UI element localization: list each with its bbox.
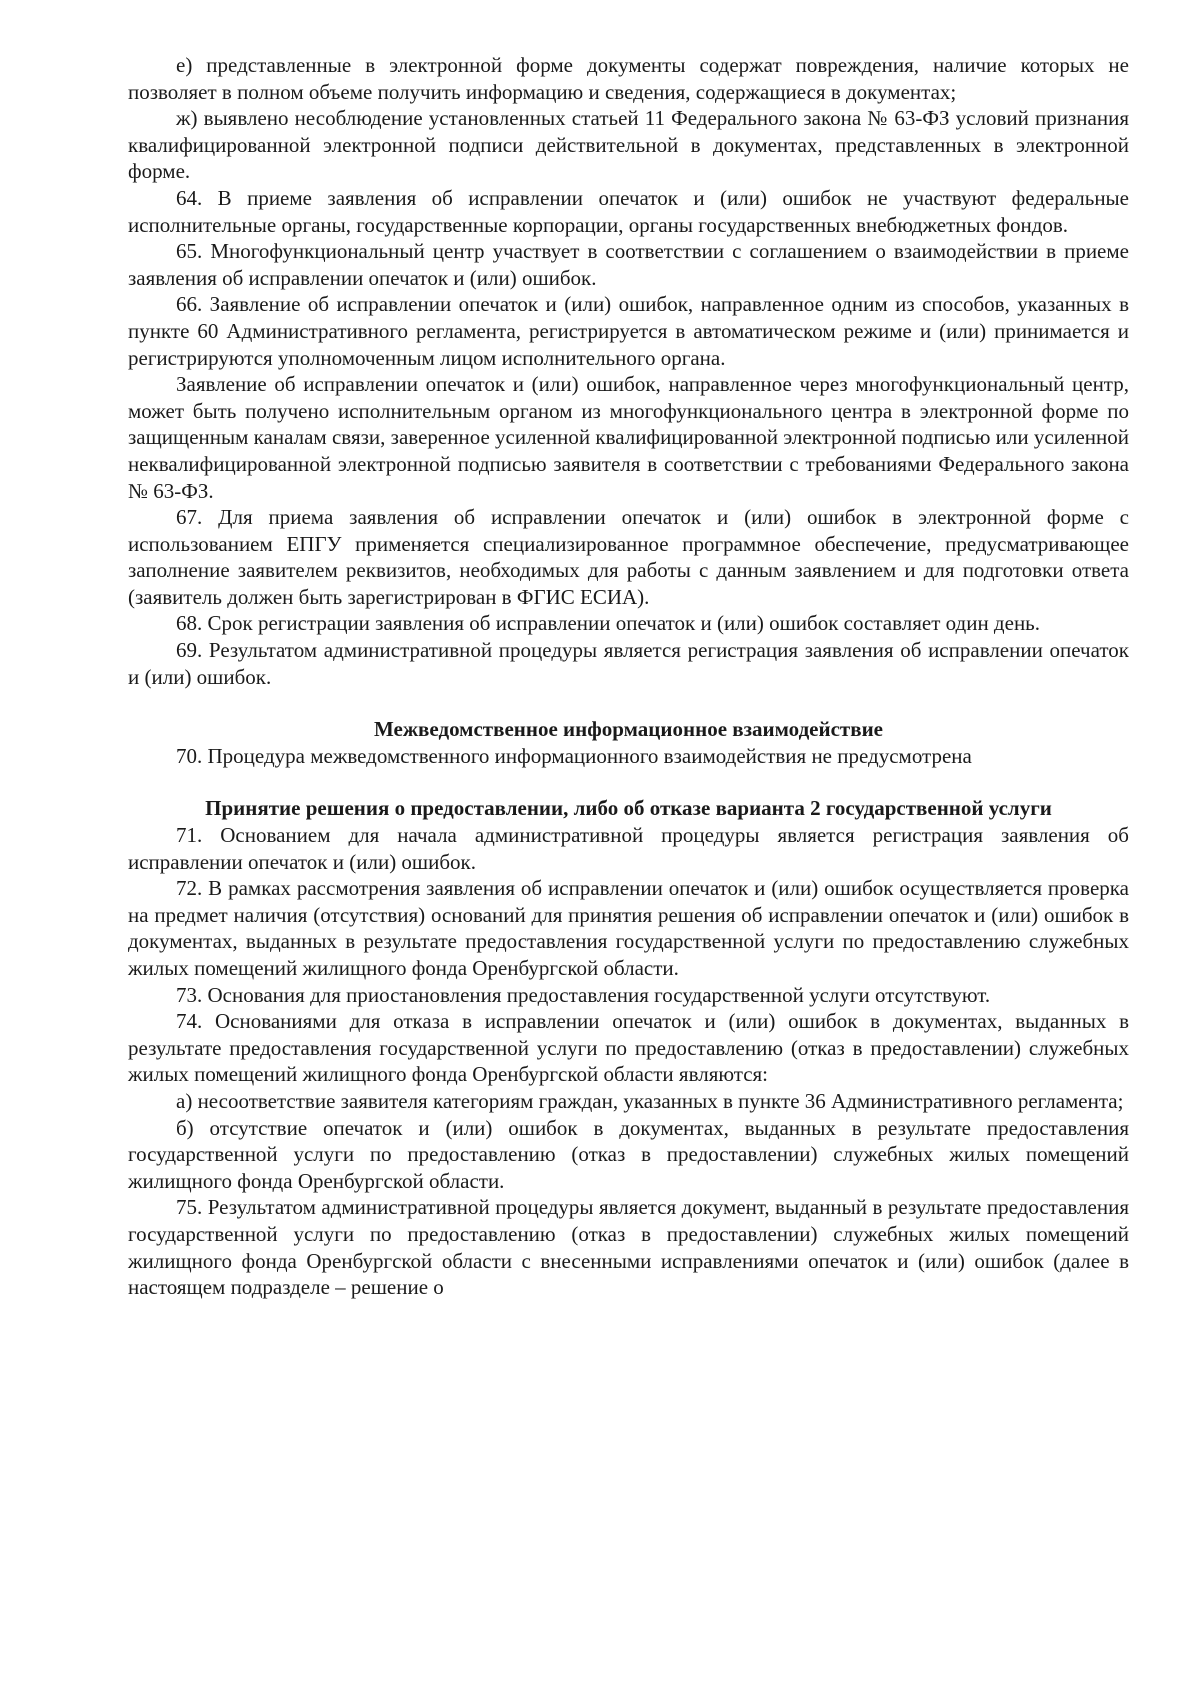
paragraph-70: 70. Процедура межведомственного информационного взаимодействия не предусмотрена [176,743,972,768]
paragraph-74: 74. Основаниями для отказа в исправлении опечаток и (или) ошибок в документах, выданных в результате предоставления государственной услуги по предоставлению (отказ в предоставлении) служебных жилых помещений жилищного фонда Оренбургской области являются: [128,1009,1129,1087]
paragraph-68: 68. Срок регистрации заявления об исправлении опечаток и (или) ошибок составляет один день. [176,611,1041,636]
paragraph-74-b: б) отсутствие опечаток и (или) ошибок в документах, выданных в результате предоставления государственной услуги по предоставлению (отказ в предоставлении) служебных жилых помещений жилищного фонда Оренбургской области. [128,1115,1129,1193]
paragraph-67: 67. Для приема заявления об исправлении опечаток и (или) ошибок в электронной форме с использованием ЕПГУ применяется специализированное программное обеспечение, предусматривающее заполнение заявителем реквизитов, необходимых для работы с данным заявлением и для подготовки ответа (заявитель должен быть зарегистрирован в ФГИС ЕСИА). [128,505,1129,609]
paragraph-71: 71. Основанием для начала административной процедуры является регистрация заявления об исправлении опечаток и (или) ошибок. [128,823,1129,874]
spacer [128,690,1129,716]
section-heading-decision: Принятие решения о предоставлении, либо об отказе варианта 2 государственной услуги [205,796,1052,821]
spacer [128,769,1129,795]
paragraph-64: 64. В приеме заявления об исправлении опечаток и (или) ошибок не участвуют федеральные исполнительные органы, государственные корпорации, органы государственных внебюджетных фондов. [128,185,1129,237]
paragraph-74-a: а) несоответствие заявителя категориям граждан, указанных в пункте 36 Административного регламента; [176,1088,1124,1113]
paragraph-e: е) представленные в электронной форме документы содержат повреждения, наличие которых не позволяет в полном объеме получить информацию и сведения, содержащиеся в документах; [128,53,1129,104]
paragraph-73: 73. Основания для приостановления предоставления государственной услуги отсутствуют. [176,982,991,1007]
paragraph-66: 66. Заявление об исправлении опечаток и (или) ошибок, направленное одним из способов, указанных в пункте 60 Административного регламента, регистрируется в автоматическом режиме и (или) принимается и регистрируются уполномоченным лицом исполнительного органа. [128,292,1129,370]
paragraph-65: 65. Многофункциональный центр участвует в соответствии с соглашением о взаимодействии в приеме заявления об исправлении опечаток и (или) ошибок. [128,239,1129,290]
paragraph-66-cont: Заявление об исправлении опечаток и (или) ошибок, направленное через многофункциональный центр, может быть получено исполнительным органом из многофункционального центра в электронной форме по защищенным каналам связи, заверенное усиленной квалифицированной электронной подписью или усиленной неквалифицированной электронной подписью заявителя в соответствии с требованиями Федерального закона № 63-ФЗ. [128,372,1129,503]
paragraph-69: 69. Результатом административной процедуры является регистрация заявления об исправлении опечаток и (или) ошибок. [128,638,1129,689]
paragraph-75: 75. Результатом административной процедуры является документ, выданный в результате предоставления государственной услуги по предоставлению (отказ в предоставлении) служебных жилых помещений жилищного фонда Оренбургской области с внесенными исправлениями опечаток и (или) ошибок (далее в настоящем подразделе – решение о [128,1195,1129,1300]
document-page [128,52,1129,1301]
section-heading-interagency: Межведомственное информационное взаимодействие [373,717,884,742]
paragraph-72: 72. В рамках рассмотрения заявления об исправлении опечаток и (или) ошибок осуществляется проверка на предмет наличия (отсутствия) оснований для принятия решения об исправлении опечаток и (или) ошибок в документах, выданных в результате предоставления государственной услуги по предоставлению служебных жилых помещений жилищного фонда Оренбургской области. [128,876,1129,980]
paragraph-zh: ж) выявлено несоблюдение установленных статьей 11 Федерального закона № 63-ФЗ условий признания квалифицированной электронной подписи действительной в документах, представленных в электронной форме. [128,106,1129,184]
